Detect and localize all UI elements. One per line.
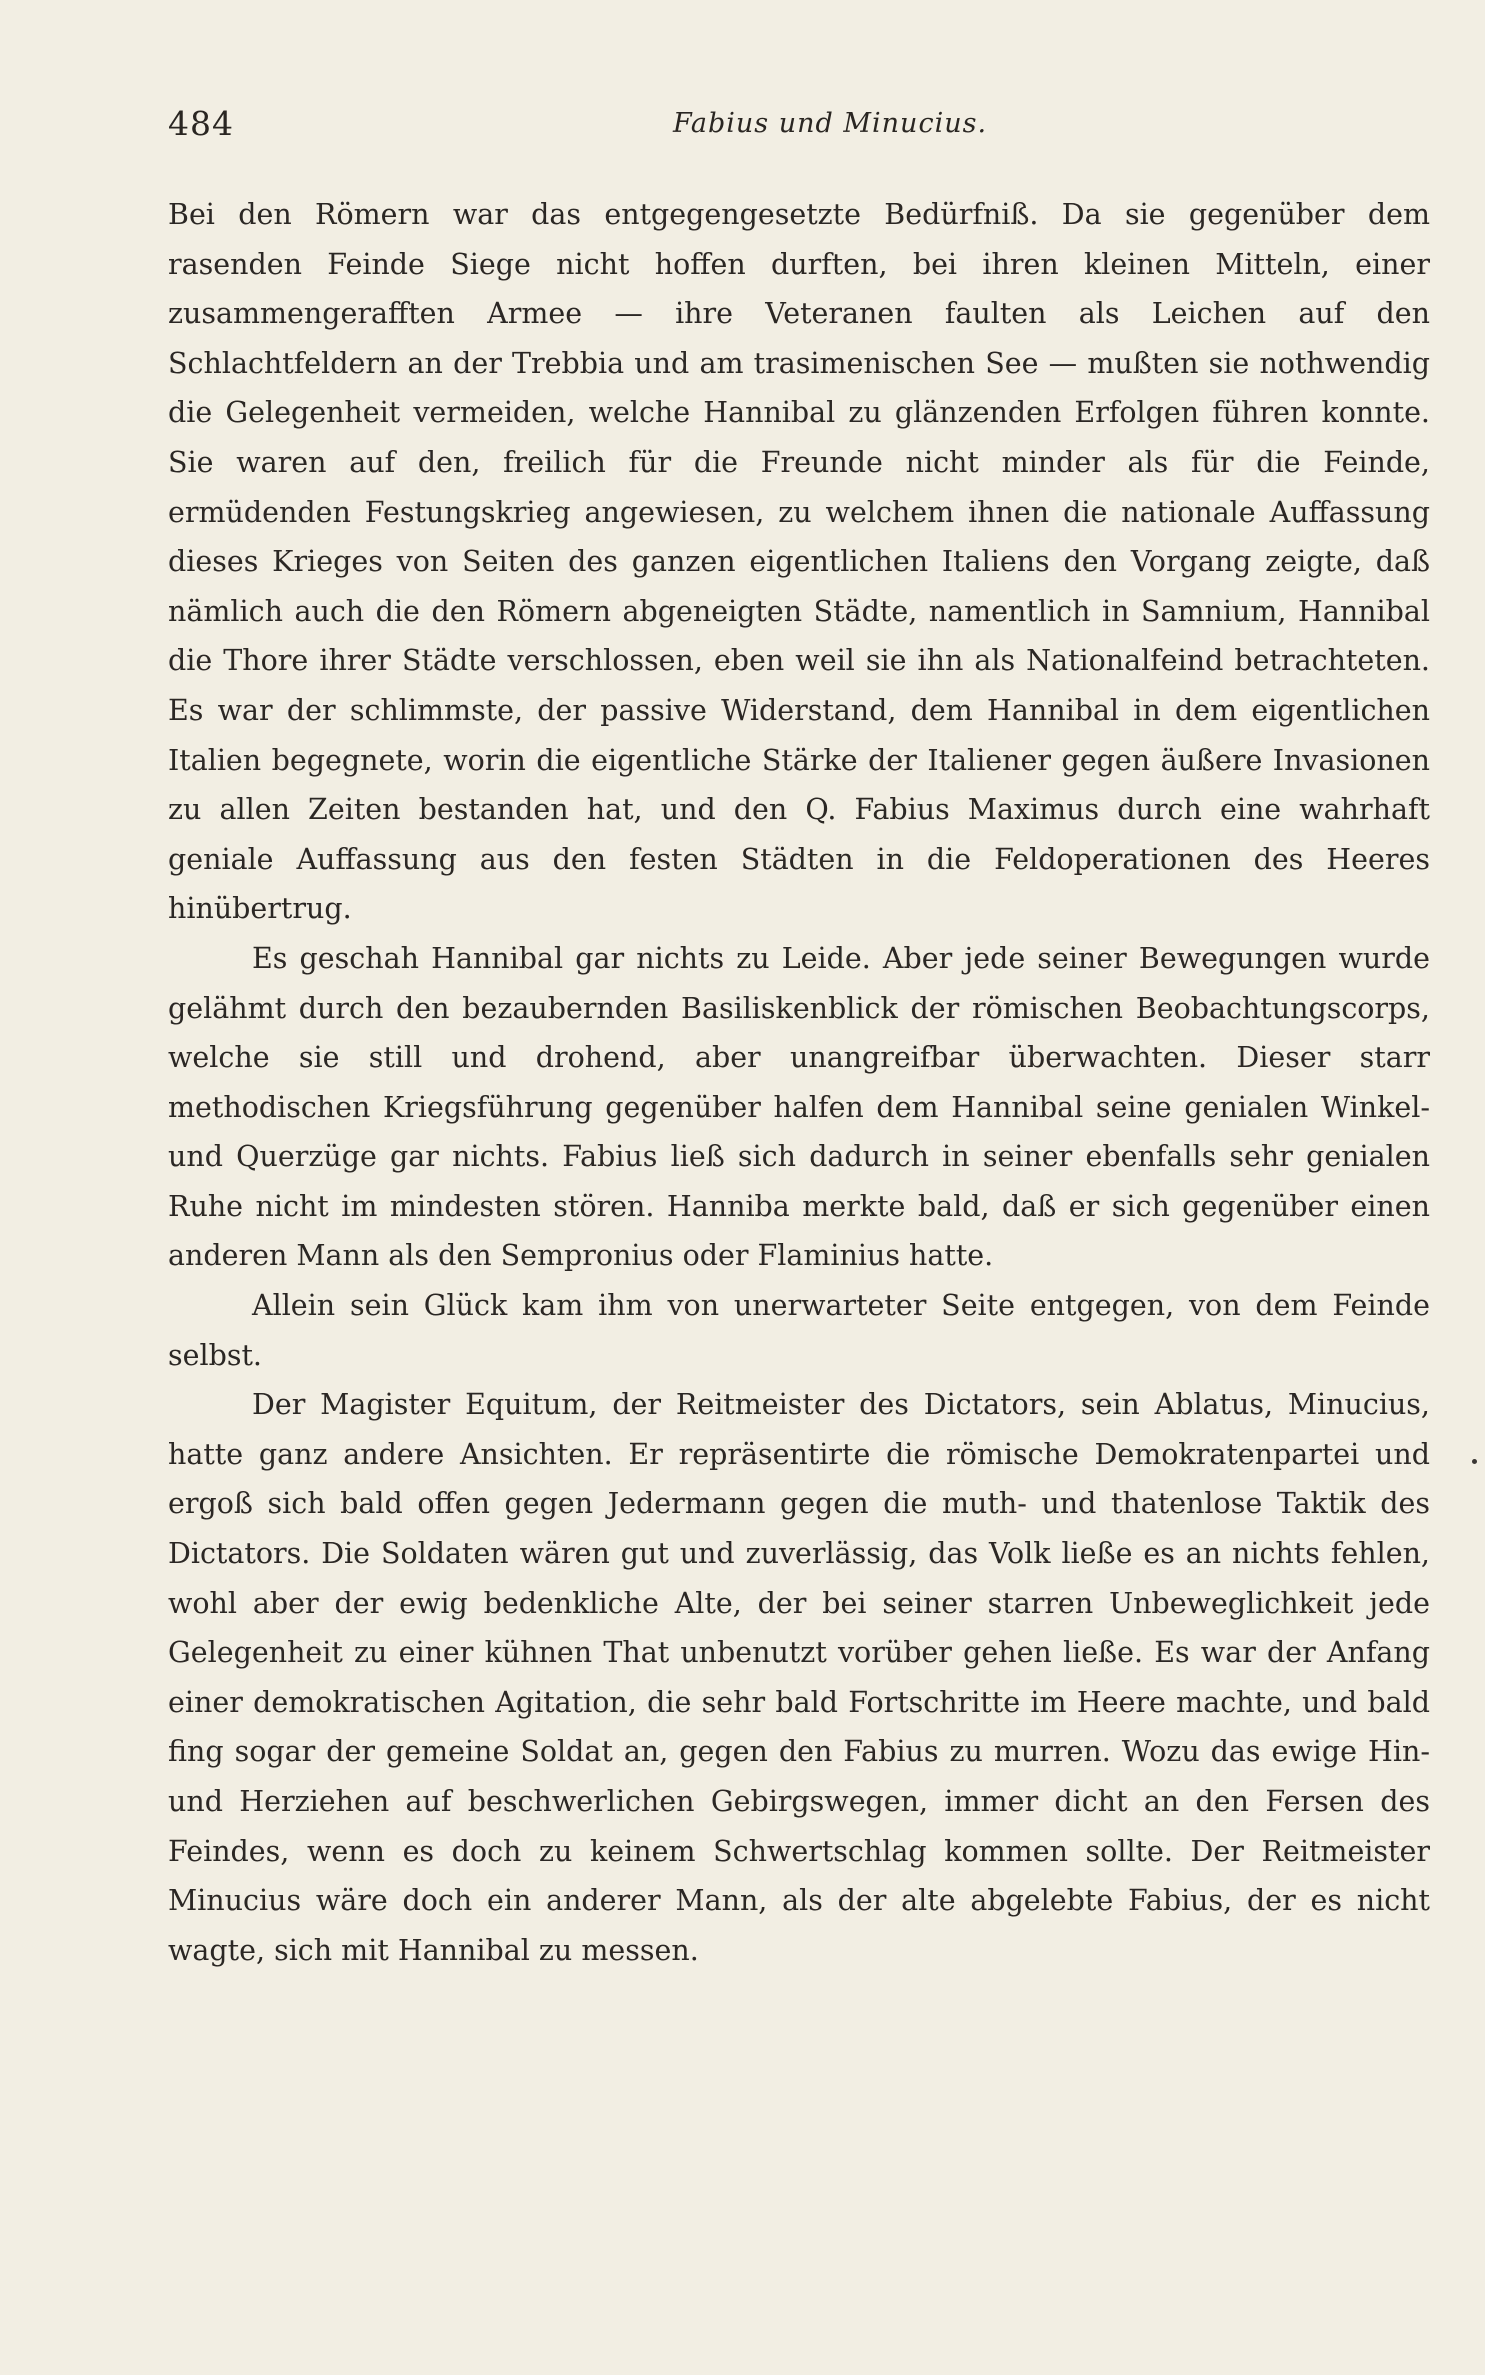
paragraph: Bei den Römern war das entgegengesetzte Bedürfniß. Da sie gegenüber dem rasenden Feinde Siege nicht hoffen durften, bei ihren kleinen Mitteln, einer zusammengerafften Armee — ihre Veteranen faulten als Leichen auf den Schlachtfeldern an der Trebbia und am trasimenischen See — mußten sie nothwendig die Gelegenheit vermeiden, welche Hannibal zu glänzenden Erfolgen führen konnte. Sie waren auf den, freilich für die Freunde nicht minder als für die Feinde, ermüdenden Festungskrieg angewiesen, zu welchem ihnen die nationale Auffassung dieses Krieges von Seiten des ganzen eigentlichen Italiens den Vorgang zeigte, daß nämlich auch die den Römern abgeneigten Städte, namentlich in Samnium, Hannibal die Thore ihrer Städte verschlossen, eben weil sie ihn als Nationalfeind betrachteten. Es war der schlimmste, der passive Widerstand, dem Hannibal in dem eigentlichen Italien begegnete, worin die eigentliche Stärke der Italiener gegen äußere Invasionen zu allen Zeiten bestanden hat, und den Q. Fabius Maximus durch eine wahrhaft geniale Auffassung aus den festen Städten in die Feldoperationen des Heeres hinübertrug. [168,198,1430,926]
margin-speck [1472,1459,1477,1464]
running-title: Fabius und Minucius. [673,108,988,139]
paragraph: Es geschah Hannibal gar nichts zu Leide. Aber jede seiner Bewegungen wurde gelähmt durch den bezaubernden Basiliskenblick der römischen Beobachtungscorps, welche sie still und drohend, aber unangreifbar überwachten. Dieser starr methodischen Kriegsführung gegenüber halfen dem Hannibal seine genialen Winkel- und Querzüge gar nichts. Fabius ließ sich dadurch in seiner ebenfalls sehr genialen Ruhe nicht im mindesten stören. Hanniba merkte bald, daß er sich gegenüber einen anderen Mann als den Sempronius oder Flaminius hatte. [168,941,1430,1273]
paragraph: Der Magister Equitum, der Reitmeister des Dictators, sein Ablatus, Minucius, hatte ganz andere Ansichten. Er repräsentirte die römische Demokratenpartei und ergoß sich bald offen gegen Jedermann gegen die muth- und thatenlose Taktik des Dictators. Die Soldaten wären gut und zuverlässig, das Volk ließe es an nichts fehlen, wohl aber der ewig bedenkliche Alte, der bei seiner starren Unbeweglichkeit jede Gelegenheit zu einer kühnen That unbenutzt vorüber gehen ließe. Es war der Anfang einer demokratischen Agitation, die sehr bald Fortschritte im Heere machte, und bald fing sogar der gemeine Soldat an, gegen den Fabius zu murren. Wozu das ewige Hin- und Herziehen auf beschwerlichen Gebirgswegen, immer dicht an den Fersen des Feindes, wenn es doch zu keinem Schwertschlag kommen sollte. Der Reitmeister Minucius wäre doch ein anderer Mann, als der alte abgelebte Fabius, der es nicht wagte, sich mit Hannibal zu messen. [168,1388,1430,1967]
page-number: 484 [168,104,234,143]
body-text [168,190,1430,1975]
page-header [168,104,1318,154]
paragraph: Allein sein Glück kam ihm von unerwarteter Seite entgegen, von dem Feinde selbst. [168,1289,1430,1372]
